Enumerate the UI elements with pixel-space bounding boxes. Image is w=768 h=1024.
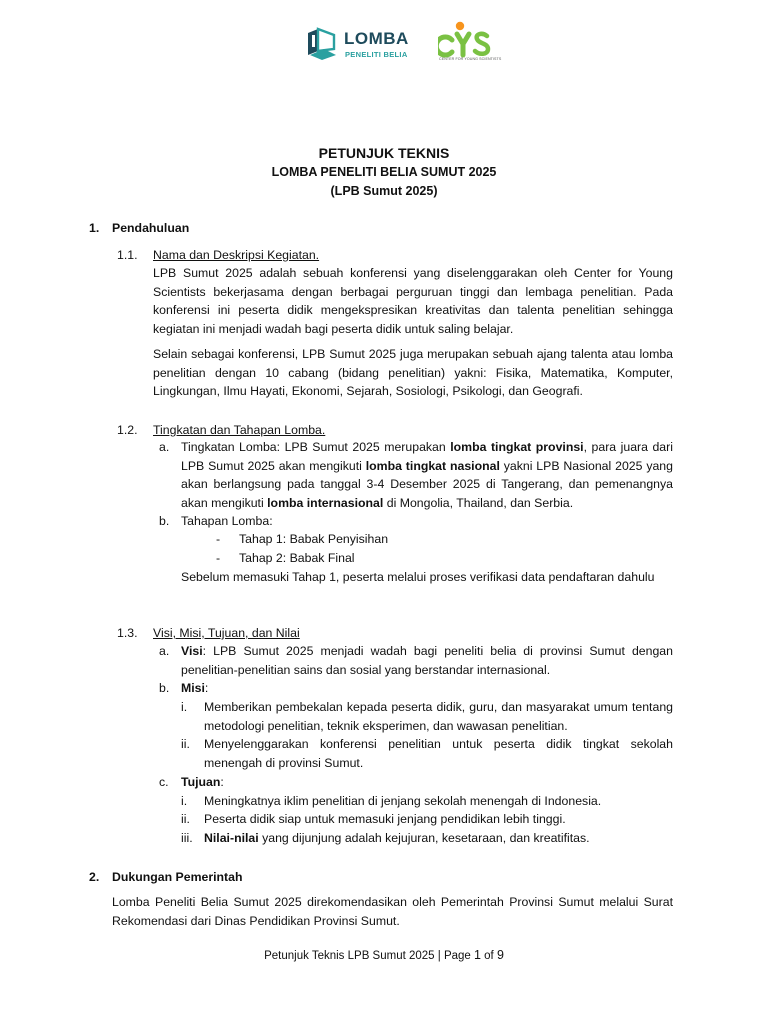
section-1-1-number: 1.1. [117, 248, 138, 262]
doc-subtitle: LOMBA PENELITI BELIA SUMUT 2025 [271, 165, 497, 179]
lomba-logo-sub-text: PENELITI BELIA [345, 50, 408, 59]
section-1-3-heading: Visi, Misi, Tujuan, dan Nilai [153, 626, 300, 640]
list-marker-a: a. [159, 644, 170, 658]
tujuan-ii-text: Peserta didik siap untuk memasuki jenjang pendidikan lebih tinggi. [204, 812, 566, 826]
cys-logo-sub-text: CENTER FOR YOUNG SCIENTISTS [439, 57, 502, 61]
page-total: 9 [496, 948, 504, 962]
tujuan-iii-text: Nilai-nilai yang dijunjung adalah kejujuran, kesetaraan, dan kreatifitas. [204, 831, 590, 845]
stage-2-dash: - [216, 551, 221, 565]
tujuan-i-marker: i. [181, 794, 188, 808]
section-1-number: 1. [89, 221, 100, 235]
tingkatan-lomba-paragraph: Tingkatan Lomba: LPB Sumut 2025 merupakan lomba tingkat provinsi, para juara dari LPB Sumut 2025 akan mengikuti lomba tingkat nasional yakni LPB Nasional 2025 yang akan berlangsung pada tanggal 3-4 Desember 2025 di Tangerang, dan pemenangnya akan mengikuti lomba internasional di Mongolia, Thailand, dan Serbia. [181, 440, 673, 510]
section-2-heading: Dukungan Pemerintah [112, 870, 243, 884]
lomba-logo-main-text: LOMBA [344, 29, 409, 48]
page-footer [0, 947, 768, 964]
tahapan-lomba-label: Tahapan Lomba: [181, 514, 273, 528]
section-2-paragraph: Lomba Peneliti Belia Sumut 2025 direkomendasikan oleh Pemerintah Provinsi Sumut melalui Surat Rekomendasi dari Dinas Pendidikan Provinsi Sumut. [112, 895, 673, 928]
section-1-2-heading: Tingkatan dan Tahapan Lomba. [153, 423, 326, 437]
cys-logo-mark-icon [438, 20, 496, 58]
list-marker-b: b. [159, 514, 170, 528]
list-marker-c: c. [159, 775, 169, 789]
stage-1-item: Tahap 1: Babak Penyisihan [239, 532, 389, 546]
footer-label: Petunjuk Teknis LPB Sumut 2025 | Page [264, 950, 475, 962]
tujuan-label: Tujuan: [181, 775, 224, 789]
doc-title: PETUNJUK TEKNIS [318, 145, 450, 161]
cys-logo [438, 20, 502, 64]
tujuan-ii-marker: ii. [181, 812, 190, 826]
section-1-2-number: 1.2. [117, 423, 138, 437]
page-number: 1 [474, 948, 481, 962]
list-marker-a: a. [159, 440, 170, 454]
verification-note: Sebelum memasuki Tahap 1, peserta melalui proses verifikasi data pendaftaran dahulu [181, 570, 655, 584]
list-marker-b: b. [159, 681, 170, 695]
stage-1-dash: - [216, 532, 221, 546]
misi-ii-text: Menyelenggarakan konferensi penelitian untuk peserta didik tingkat sekolah menengah di provinsi Sumut. [204, 737, 673, 770]
visi-paragraph: Visi: LPB Sumut 2025 menjadi wadah bagi peneliti belia di provinsi Sumut dengan penelitian-penelitian sains dan sosial yang berstandar internasional. [181, 644, 673, 677]
lomba-logo-mark-icon [304, 27, 338, 61]
section-1-1-paragraph-2: Selain sebagai konferensi, LPB Sumut 2025 juga merupakan sebuah ajang talenta atau lomba penelitian dengan 10 cabang (bidang penelitian) yakni: Fisika, Matematika, Komputer, Lingkungan, Ilmu Hayati, Ekonomi, Sejarah, Sosiologi, Psikologi, dan Geografi. [153, 347, 673, 399]
tujuan-i-text: Meningkatnya iklim penelitian di jenjang sekolah menengah di Indonesia. [204, 794, 602, 808]
lomba-logo [304, 26, 424, 62]
section-2-number: 2. [89, 870, 100, 884]
section-1-1-heading: Nama dan Deskripsi Kegiatan. [153, 248, 320, 262]
misi-ii-marker: ii. [181, 737, 190, 751]
footer-of: of [480, 950, 497, 962]
misi-i-text: Memberikan pembekalan kepada peserta didik, guru, dan masyarakat umum tentang metodologi penelitian, teknik eksperimen, dan wawasan penelitian. [204, 700, 673, 733]
section-1-heading: Pendahuluan [112, 221, 190, 235]
doc-subtitle-short: (LPB Sumut 2025) [330, 184, 438, 198]
stage-2-item: Tahap 2: Babak Final [239, 551, 355, 565]
misi-i-marker: i. [181, 700, 188, 714]
section-1-1-paragraph-1: LPB Sumut 2025 adalah sebuah konferensi yang diselenggarakan oleh Center for Young Scientists bekerjasama dengan berbagai perguruan tinggi dan lembaga penelitian. Pada konferensi ini peserta didik mengekspresikan kreativitas dan talenta penelitian sehingga kegiatan ini menjadi wadah bagi peserta didik untuk saling belajar. [153, 266, 673, 336]
section-1-3-number: 1.3. [117, 626, 138, 640]
tujuan-iii-marker: iii. [181, 831, 193, 845]
misi-label: Misi: [181, 681, 209, 695]
